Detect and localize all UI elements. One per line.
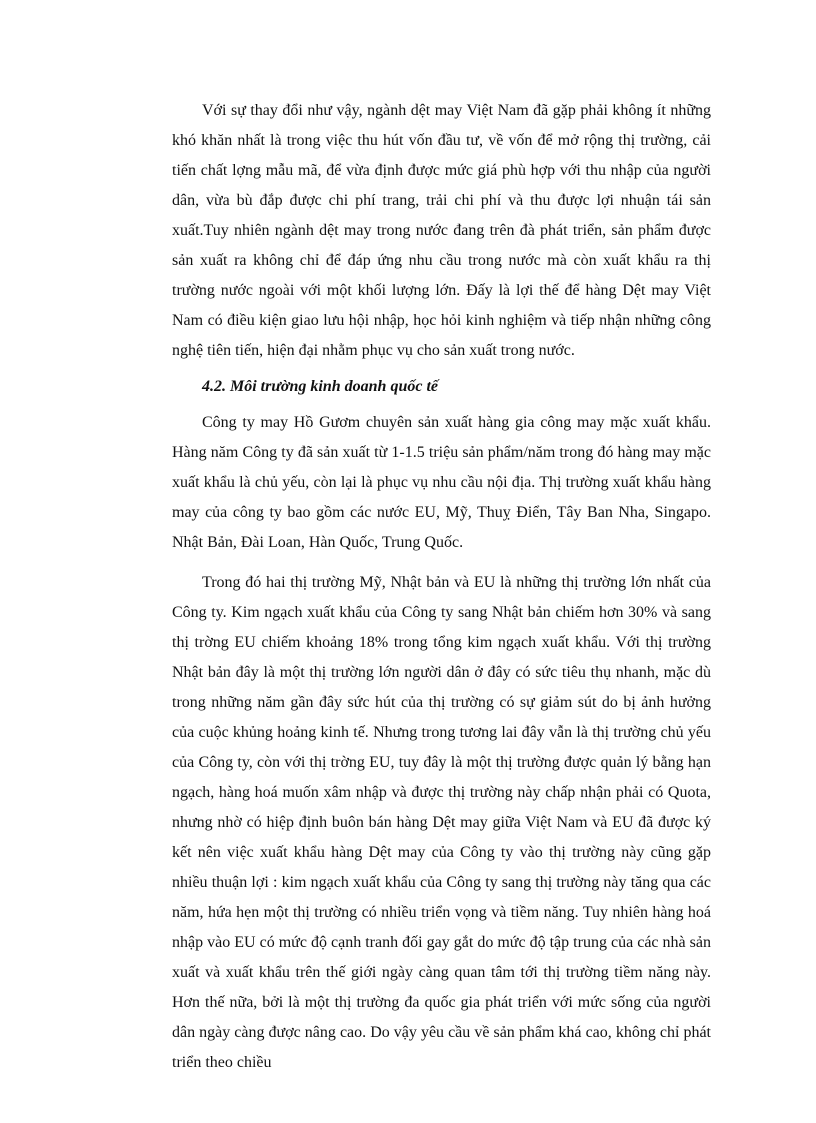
paragraph-intro: Với sự thay đổi như vậy, ngành dệt may Việt Nam đã gặp phải không ít những khó khăn nhất là trong việc thu hút vốn đầu tư, về vốn để mở rộng thị trường, cải tiến chất lợng mẫu mã, để vừa định được mức giá phù hợp với thu nhập của người dân, vừa bù đắp được chi phí trang, trải chi phí và thu được lợi nhuận tái sản xuất.Tuy nhiên ngành dệt may trong nước đang trên đà phát triển, sản phẩm được sản xuất ra không chỉ để đáp ứng nhu cầu trong nước mà còn xuất khẩu ra thị trường nước ngoài với một khối lượng lớn. Đấy là lợi thế để hàng Dệt may Việt Nam có điều kiện giao lưu hội nhập, học hỏi kinh nghiệm và tiếp nhận những công nghệ tiên tiến, hiện đại nhằm phục vụ cho sản xuất trong nước. [172,102,711,359]
document-page [172,96,711,1078]
section-heading: 4.2. Môi trường kinh doanh quốc tế [202,378,438,395]
paragraph-export-markets: Trong đó hai thị trường Mỹ, Nhật bản và EU là những thị trường lớn nhất của Công ty. Kim ngạch xuất khẩu của Công ty sang Nhật bản chiếm hơn 30% và sang thị trờng EU chiếm khoảng 18% trong tổng kim ngạch xuất khẩu. Với thị trường Nhật bản đây là một thị trường lớn người dân ở đây có sức tiêu thụ nhanh, mặc dù trong những năm gần đây sức hút của thị trường có sự giảm sút do bị ảnh hưởng của cuộc khủng hoảng kinh tế. Nhưng trong tương lai đây vẫn là thị trường chủ yếu của Công ty, còn với thị trờng EU, tuy đây là một thị trường được quản lý bằng hạn ngạch, hàng hoá muốn xâm nhập và được thị trường này chấp nhận phải có Quota, nhưng nhờ có hiệp định buôn bán hàng Dệt may giữa Việt Nam và EU đã được ký kết nên việc xuất khẩu hàng Dệt may của Công ty vào thị trường này cũng gặp nhiều thuận lợi : kim ngạch xuất khẩu của Công ty sang thị trường này tăng qua các năm, hứa hẹn một thị trường có nhiều triển vọng và tiềm năng. Tuy nhiên hàng hoá nhập vào EU có mức độ cạnh tranh đối gay gắt do mức độ tập trung của các nhà sản xuất và xuất khẩu trên thế giới ngày càng quan tâm tới thị trường tiềm năng này. Hơn thế nữa, bởi là một thị trường đa quốc gia phát triển với mức sống của người dân ngày càng được nâng cao. Do vậy yêu cầu về sản phẩm khá cao, không chỉ phát triển theo chiều [172,574,711,1071]
paragraph-company-overview: Công ty may Hồ Gươm chuyên sản xuất hàng gia công may mặc xuất khẩu. Hàng năm Công ty đã sản xuất từ 1-1.5 triệu sản phẩm/năm trong đó hàng may mặc xuất khẩu là chủ yếu, còn lại là phục vụ nhu cầu nội địa. Thị trường xuất khẩu hàng may của công ty bao gồm các nước EU, Mỹ, Thuỵ Điển, Tây Ban Nha, Singapo. Nhật Bản, Đài Loan, Hàn Quốc, Trung Quốc. [172,414,711,551]
